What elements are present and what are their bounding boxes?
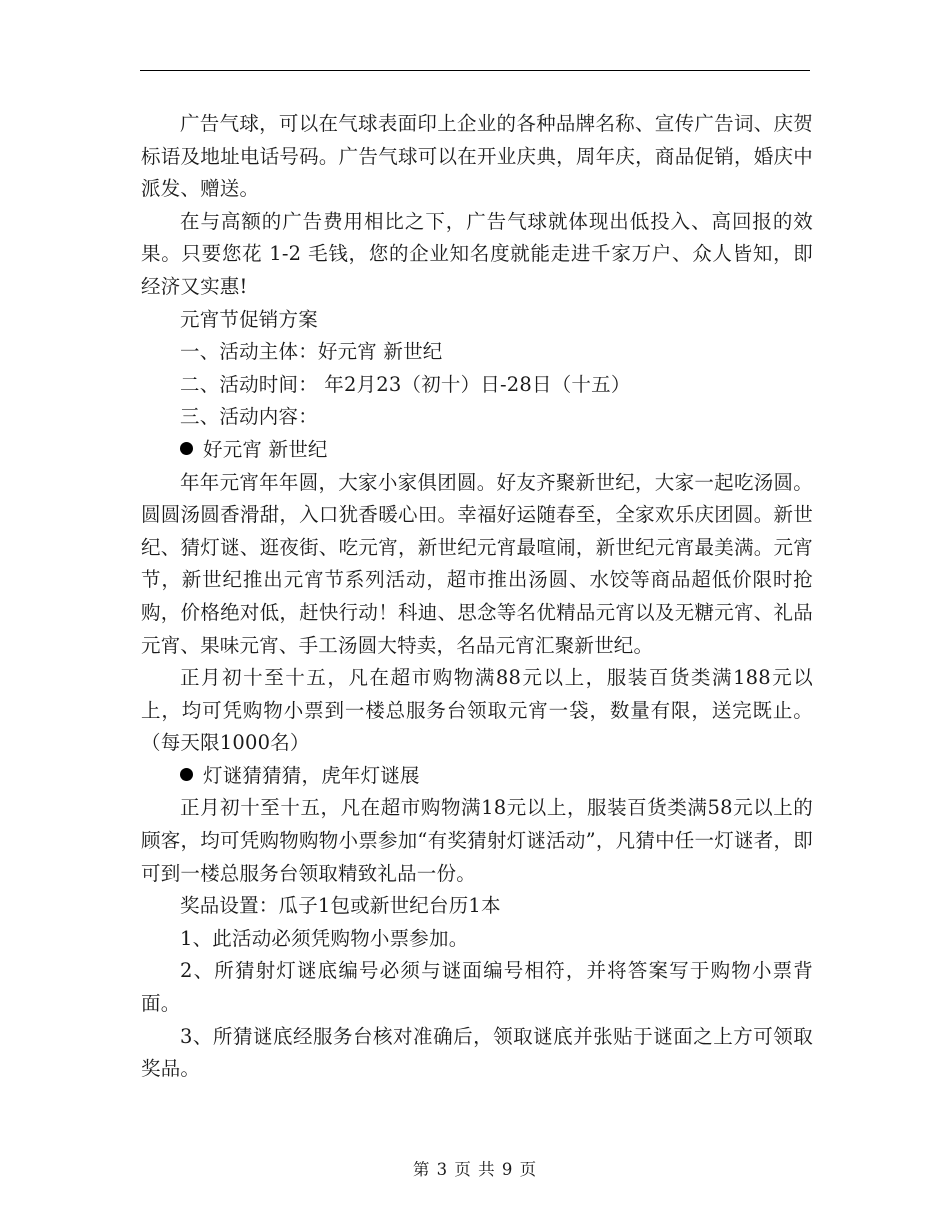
paragraph-gift-offer: 正月初十至十五，凡在超市购物满88元以上，服装百货类满188元以上，均可凭购物小票到一楼总服务台领取元宵一袋，数量有限，送完既止。（每天限1000名） [141,666,813,755]
bullet-dot-icon [180,442,193,455]
document-body [141,108,813,1086]
activity-time: 二、活动时间： 年2月23（初十）日-28日（十五） [180,372,631,396]
paragraph-balloon-value: 在与高额的广告费用相比之下，广告气球就体现出低投入、高回报的效果。只要您花 1-2 毛钱，您的企业知名度就能走进千家万户、众人皆知，即经济又实惠! [141,209,813,298]
header-rule [140,70,810,71]
activity-content-heading: 三、活动内容： [180,405,318,429]
rule-item-3: 3、所猜谜底经服务台核对准确后，领取谜底并张贴于谜面之上方可领取奖品。 [141,1024,813,1081]
activity-subject: 一、活动主体：好元宵 新世纪 [180,340,443,364]
paragraph-riddle-activity: 正月初十至十五，凡在超市购物满18元以上，服装百货类满58元以上的顾客，均可凭购物购物小票参加“有奖猜射灯谜活动”，凡猜中任一灯谜者，即可到一楼总服务台领取精致礼品一份。 [141,796,813,885]
bullet-item-2 [141,760,813,793]
bullet-item-1 [141,434,813,467]
bullet-item-1-label: 好元宵 新世纪 [203,437,328,461]
bullet-item-2-label: 灯谜猜猜猜，虎年灯谜展 [203,763,420,787]
bullet-dot-icon [180,768,193,781]
paragraph-balloon-intro: 广告气球，可以在气球表面印上企业的各种品牌名称、宣传广告词、庆贺标语及地址电话号码。广告气球可以在开业庆典，周年庆，商品促销，婚庆中派发、赠送。 [141,112,813,201]
section-title: 元宵节促销方案 [180,307,318,331]
rule-item-1: 1、此活动必须凭购物小票参加。 [180,926,469,950]
page-number-footer: 第 3 页 共 9 页 [412,1160,538,1179]
paragraph-prize-setting: 奖品设置：瓜子1包或新世纪台历1本 [180,894,501,918]
paragraph-lantern-festival: 年年元宵年年圆，大家小家俱团圆。好友齐聚新世纪，大家一起吃汤圆。圆圆汤圆香滑甜，入口犹香暖心田。幸福好运随春至，全家欢乐庆团圆。新世纪、猜灯谜、逛夜街、吃元宵，新世纪元宵最喧闹，新世纪元宵最美满。元宵节，新世纪推出元宵节系列活动，超市推出汤圆、水饺等商品超低价限时抢购，价格绝对低，赶快行动！科迪、思念等名优精品元宵以及无糖元宵、礼品元宵、果味元宵、手工汤圆大特卖，名品元宵汇聚新世纪。 [141,470,813,657]
rule-item-2: 2、所猜射灯谜底编号必须与谜面编号相符，并将答案写于购物小票背面。 [141,959,813,1016]
